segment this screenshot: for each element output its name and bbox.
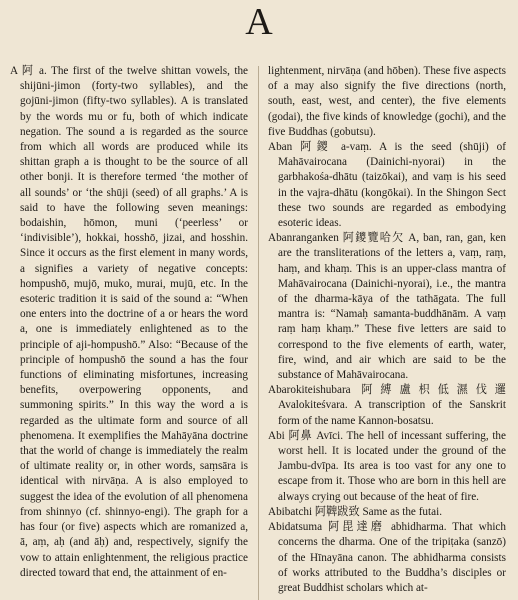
- entry-abidatsuma: Abidatsuma 阿毘達磨 abhidharma. That which concerns the dharma. One of the tripiṭaka (sanzō) of the Hīnayāna canon. The abhidharma consists of works attributed to the Buddha’s disciples or great Buddhist scholars which at-: [268, 521, 506, 594]
- entry-a: A 阿 a. The first of the twelve shittan vowels, the shijūni-jimon (forty-two syllables), and the gojūni-jimon (fifty-two syllables). A is translated by the words mu or fu, both of which indicate negation. The sound a is regarded as the source from which all words are produced while its shittan graph a is thought to be the source of all other bonji. It is therefore termed ‘the mother of all sounds’ or ‘the shūji (seed) of all graphs.’ A is said to have the following seven meanings: bodaishin, hōmon, muni (‘peerless’ or ‘indivisible’), hokkai, hosshō, jizai, and hosshin. Since it occurs as the first element in many words, a signifies a variety of negative concepts: hompushō, mujō, muko, murai, mujū, etc. In the esoteric tradition it is said of the sound a: “When one enters into the doctrine of a or hears the word a, one is immediately enlightened as to the principle of aji-hompushō.” Also: “Because of the principle of hompushō the sound a has the four functions of eliminating misfortunes, increasing benefits, overpowering opponents, and summoning spirits.” In this way the word a is regarded as the ultimate form and source of all phenomena. It exemplifies the Mahāyāna doctrine that the world of change is immediately the realm of ultimate reality or, in other words, saṃsāra is identical with nirvāṇa. A is also employed to suggest the idea of the evolution of all phenomena from shinnyo (cf. shinnyo-engi). The graph for a has four (or five) aspects which are romanized a, ā, aṃ, aḥ (and āḥ) and, respectively, signify the vow to attain enlightenment, the religious practice directed toward that end, the attainment of en-: [10, 65, 248, 579]
- right-column: [268, 64, 506, 596]
- left-column: [10, 64, 248, 581]
- entry-abarokiteishubara: Abarokiteishubara 阿縛盧枳低濕伐邏 Avalokiteśvara. A transcription of the Sanskrit form of the name Kannon-bosatsu.: [268, 384, 506, 427]
- entry-a-continuation: lightenment, nirvāṇa (and hōben). These five aspects of a may also signify the five directions (north, south, east, west, and center), the five elements (godai), the five kinds of knowledge (gochi), and the five Buddhas (gobutsu).: [268, 65, 506, 138]
- entry-abi: Abi 阿鼻 Avīci. The hell of incessant suffering, the worst hell. It is located under the ground of the Jambu-dvīpa. Its area is too vast for any one to escape from it. Those who are born in this hell are always crying out because of the heat of fire.: [268, 429, 506, 503]
- entry-aban: Aban 阿鑁 a-vaṃ. A is the seed (shūji) of Mahāvairocana (Dainichi-nyorai) in the garbhakośa-dhātu (taizōkai), and vaṃ is his seed in the vajra-dhātu (kongōkai). In the Shingon Sect these two sounds are regarded as embodying esoteric ideas.: [268, 141, 506, 230]
- column-divider: [258, 66, 259, 600]
- entry-abibatchi: Abibatchi 阿鞞跋致 Same as the futai.: [268, 505, 442, 518]
- section-letter-heading: A: [245, 1, 273, 43]
- entry-abanranganken: Abanranganken 阿鑁覽哈欠 A, ban, ran, gan, ken are the transliterations of the letters a, vaṃ, raṃ, haṃ, and khaṃ. This is an upper-class mantra of Mahāvairocana (Dainichi-nyorai), i.e., the mantra of the dharma-kāya of the tathāgata. The full mantra is: “Namaḥ samanta-buddhānām. A vaṃ raṃ haṃ khaṃ.” These five letters are said to correspond to the five elements of earth, water, fire, wind, and air which are said to be the substance of Mahāvairocana.: [268, 232, 506, 382]
